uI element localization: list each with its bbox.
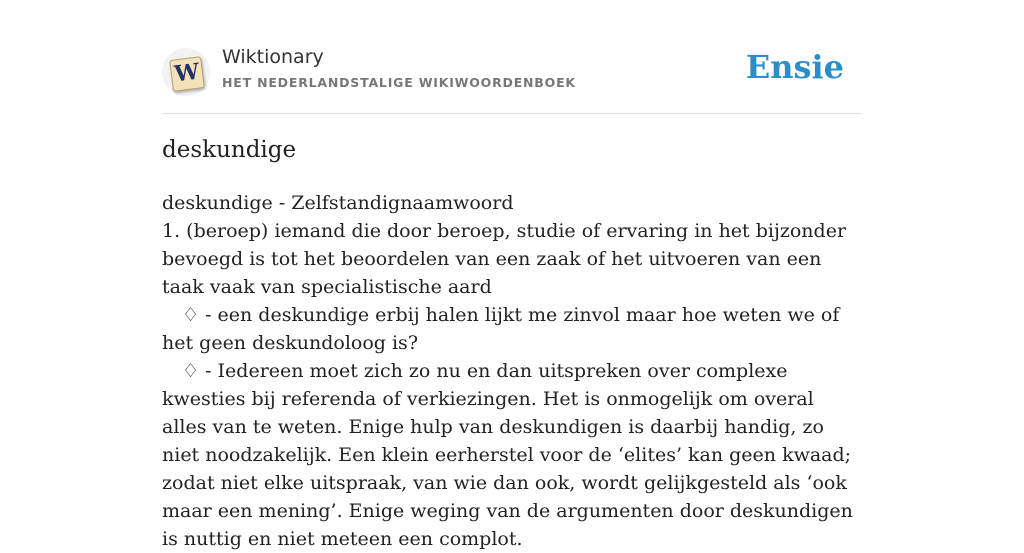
header-divider (162, 113, 862, 114)
logo-tile-icon (169, 56, 205, 92)
entry-definition: 1. (beroep) iemand die door beroep, studie of ervaring in het bijzonder bevoegd is tot het beoordelen van een zaak of het uitvoeren van een taak vaak van specialistische aard (162, 220, 847, 298)
site-header (162, 44, 862, 114)
ensie-brand-logo[interactable]: Ensie (745, 48, 844, 86)
entry-content (162, 189, 862, 553)
site-subtitle: HET NEDERLANDSTALIGE WIKIWOORDENBOEK (222, 75, 576, 90)
logo-letter: W (173, 58, 201, 88)
example-sentence: ♢ - een deskundige erbij halen lijkt me zinvol maar hoe weten we of het geen deskundoloog is? (162, 304, 840, 354)
site-title[interactable]: Wiktionary (222, 46, 324, 68)
wiktionary-logo[interactable] (162, 48, 210, 96)
word-title: deskundige (162, 137, 297, 163)
entry-heading: deskundige - Zelfstandignaamwoord (162, 192, 514, 214)
example-sentence: ♢ - Iedereen moet zich zo nu en dan uitspreken over complexe kwesties bij referenda of verkiezingen. Het is onmogelijk om overal alles van te weten. Enige hulp van deskundigen is daarbij handig, zo niet noodzakelijk. Een klein eerherstel voor de ‘elites’ kan geen kwaad; zodat niet elke uitspraak, van wie dan ook, wordt gelijkgesteld als ‘ook maar een mening’. Enige weging van de argumenten door deskundigen is nuttig en niet meteen een complot. (162, 360, 853, 550)
